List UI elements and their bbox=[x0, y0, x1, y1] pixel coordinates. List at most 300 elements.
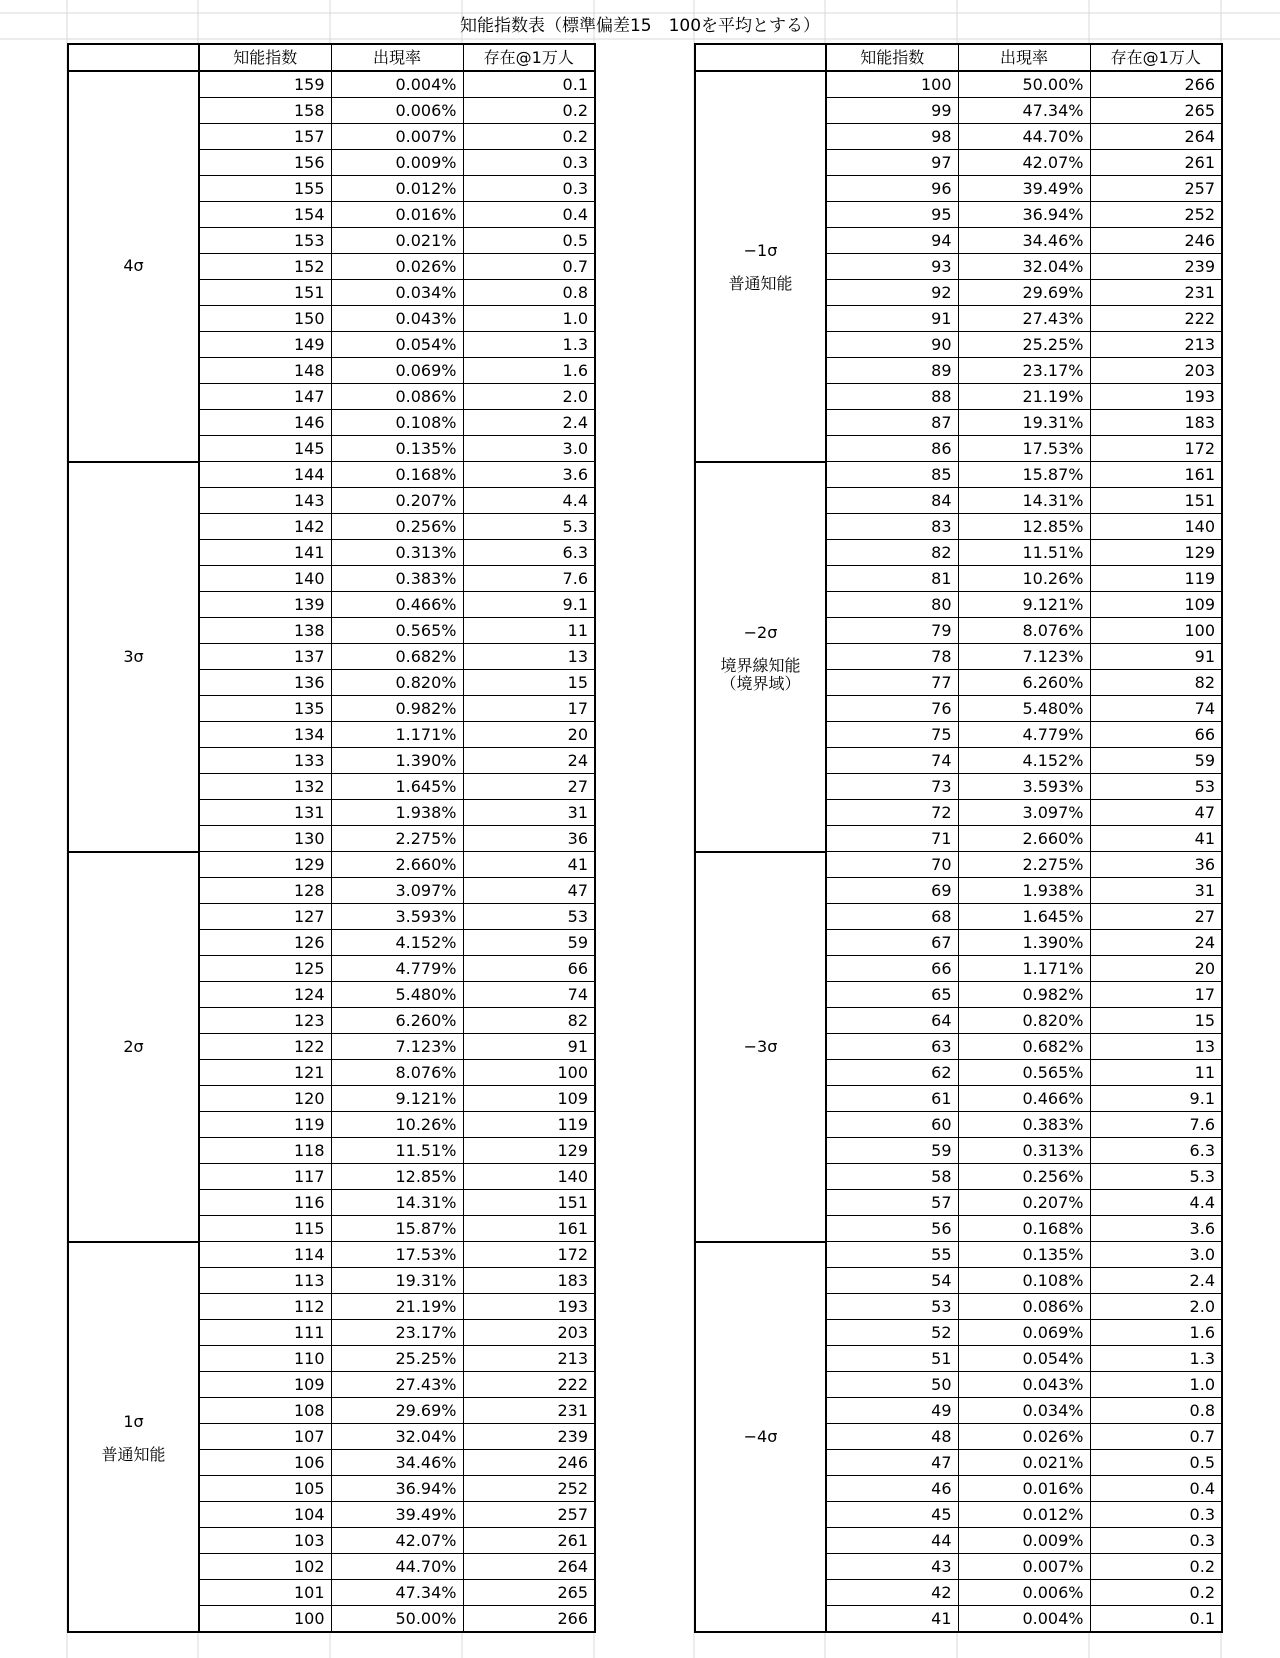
per-10000-cell: 0.3 bbox=[1090, 1528, 1222, 1554]
iq-cell: 64 bbox=[826, 1008, 958, 1034]
per-10000-cell: 20 bbox=[1090, 956, 1222, 982]
per-10000-cell: 82 bbox=[1090, 670, 1222, 696]
iq-cell: 120 bbox=[199, 1086, 331, 1112]
iq-cell: 104 bbox=[199, 1502, 331, 1528]
iq-cell: 92 bbox=[826, 280, 958, 306]
group-header-blank bbox=[695, 44, 826, 71]
sigma-label: 3σ bbox=[123, 646, 144, 666]
table-row bbox=[68, 1242, 595, 1268]
iq-cell: 102 bbox=[199, 1554, 331, 1580]
rate-cell: 34.46% bbox=[331, 1450, 463, 1476]
rate-cell: 0.982% bbox=[331, 696, 463, 722]
per-10000-cell: 3.6 bbox=[1090, 1216, 1222, 1242]
rate-cell: 32.04% bbox=[958, 254, 1090, 280]
iq-cell: 75 bbox=[826, 722, 958, 748]
rate-cell: 50.00% bbox=[331, 1606, 463, 1633]
header-row bbox=[68, 44, 595, 71]
iq-cell: 145 bbox=[199, 436, 331, 462]
iq-cell: 103 bbox=[199, 1528, 331, 1554]
per-10000-cell: 239 bbox=[1090, 254, 1222, 280]
rate-cell: 32.04% bbox=[331, 1424, 463, 1450]
iq-cell: 128 bbox=[199, 878, 331, 904]
per-10000-cell: 257 bbox=[1090, 176, 1222, 202]
iq-cell: 65 bbox=[826, 982, 958, 1008]
per-10000-cell: 1.3 bbox=[463, 332, 595, 358]
rate-cell: 36.94% bbox=[331, 1476, 463, 1502]
rate-cell: 0.313% bbox=[958, 1138, 1090, 1164]
iq-cell: 91 bbox=[826, 306, 958, 332]
iq-cell: 131 bbox=[199, 800, 331, 826]
iq-cell: 66 bbox=[826, 956, 958, 982]
rate-cell: 0.565% bbox=[331, 618, 463, 644]
rate-cell: 39.49% bbox=[331, 1502, 463, 1528]
iq-cell: 118 bbox=[199, 1138, 331, 1164]
per-10000-cell: 203 bbox=[1090, 358, 1222, 384]
rate-cell: 0.135% bbox=[331, 436, 463, 462]
per-10000-cell: 59 bbox=[1090, 748, 1222, 774]
iq-cell: 144 bbox=[199, 462, 331, 488]
rate-cell: 1.390% bbox=[331, 748, 463, 774]
per-10000-cell: 266 bbox=[463, 1606, 595, 1633]
iq-cell: 55 bbox=[826, 1242, 958, 1268]
rate-cell: 2.275% bbox=[331, 826, 463, 852]
rate-cell: 4.152% bbox=[958, 748, 1090, 774]
rate-cell: 0.021% bbox=[958, 1450, 1090, 1476]
iq-cell: 130 bbox=[199, 826, 331, 852]
per-10000-cell: 257 bbox=[463, 1502, 595, 1528]
rate-cell: 4.779% bbox=[958, 722, 1090, 748]
iq-cell: 126 bbox=[199, 930, 331, 956]
rate-cell: 2.660% bbox=[958, 826, 1090, 852]
per-10000-cell: 213 bbox=[463, 1346, 595, 1372]
rate-cell: 15.87% bbox=[331, 1216, 463, 1242]
rate-cell: 12.85% bbox=[958, 514, 1090, 540]
rate-cell: 0.256% bbox=[331, 514, 463, 540]
per-10000-cell: 7.6 bbox=[463, 566, 595, 592]
iq-cell: 46 bbox=[826, 1476, 958, 1502]
iq-cell: 149 bbox=[199, 332, 331, 358]
iq-cell: 123 bbox=[199, 1008, 331, 1034]
sigma-label: 4σ bbox=[123, 256, 144, 276]
rate-cell: 17.53% bbox=[331, 1242, 463, 1268]
per-10000-cell: 109 bbox=[1090, 592, 1222, 618]
per-10000-cell: 2.0 bbox=[1090, 1294, 1222, 1320]
per-10000-cell: 1.6 bbox=[1090, 1320, 1222, 1346]
per-10000-cell: 0.3 bbox=[463, 176, 595, 202]
iq-cell: 94 bbox=[826, 228, 958, 254]
rate-cell: 19.31% bbox=[331, 1268, 463, 1294]
sigma-sublabel: 境界線知能 （境界域） bbox=[720, 655, 801, 693]
header-per-10000: 存在@1万人 bbox=[1090, 44, 1222, 71]
per-10000-cell: 151 bbox=[1090, 488, 1222, 514]
iq-cell: 117 bbox=[199, 1164, 331, 1190]
rate-cell: 25.25% bbox=[331, 1346, 463, 1372]
per-10000-cell: 0.5 bbox=[463, 228, 595, 254]
iq-cell: 116 bbox=[199, 1190, 331, 1216]
per-10000-cell: 100 bbox=[1090, 618, 1222, 644]
iq-cell: 60 bbox=[826, 1112, 958, 1138]
rate-cell: 1.171% bbox=[958, 956, 1090, 982]
rate-cell: 17.53% bbox=[958, 436, 1090, 462]
iq-cell: 69 bbox=[826, 878, 958, 904]
rate-cell: 15.87% bbox=[958, 462, 1090, 488]
rate-cell: 6.260% bbox=[958, 670, 1090, 696]
iq-cell: 53 bbox=[826, 1294, 958, 1320]
per-10000-cell: 172 bbox=[1090, 436, 1222, 462]
rate-cell: 4.779% bbox=[331, 956, 463, 982]
iq-cell: 56 bbox=[826, 1216, 958, 1242]
per-10000-cell: 265 bbox=[463, 1580, 595, 1606]
rate-cell: 3.097% bbox=[331, 878, 463, 904]
per-10000-cell: 140 bbox=[463, 1164, 595, 1190]
per-10000-cell: 0.3 bbox=[1090, 1502, 1222, 1528]
per-10000-cell: 129 bbox=[1090, 540, 1222, 566]
iq-cell: 52 bbox=[826, 1320, 958, 1346]
per-10000-cell: 24 bbox=[1090, 930, 1222, 956]
rate-cell: 11.51% bbox=[958, 540, 1090, 566]
per-10000-cell: 2.4 bbox=[1090, 1268, 1222, 1294]
iq-cell: 132 bbox=[199, 774, 331, 800]
sigma-sublabel: 普通知能 bbox=[728, 274, 793, 294]
per-10000-cell: 36 bbox=[463, 826, 595, 852]
table-row bbox=[68, 852, 595, 878]
rate-cell: 0.012% bbox=[958, 1502, 1090, 1528]
per-10000-cell: 0.7 bbox=[1090, 1424, 1222, 1450]
rate-cell: 1.171% bbox=[331, 722, 463, 748]
per-10000-cell: 0.3 bbox=[463, 150, 595, 176]
iq-cell: 129 bbox=[199, 852, 331, 878]
sigma-group-label bbox=[695, 1242, 826, 1633]
rate-cell: 23.17% bbox=[958, 358, 1090, 384]
per-10000-cell: 222 bbox=[1090, 306, 1222, 332]
iq-cell: 100 bbox=[199, 1606, 331, 1633]
sigma-label: −3σ bbox=[743, 1036, 778, 1056]
per-10000-cell: 119 bbox=[463, 1112, 595, 1138]
rate-cell: 0.007% bbox=[958, 1554, 1090, 1580]
rate-cell: 7.123% bbox=[331, 1034, 463, 1060]
iq-cell: 99 bbox=[826, 98, 958, 124]
per-10000-cell: 151 bbox=[463, 1190, 595, 1216]
per-10000-cell: 183 bbox=[1090, 410, 1222, 436]
per-10000-cell: 91 bbox=[463, 1034, 595, 1060]
rate-cell: 23.17% bbox=[331, 1320, 463, 1346]
iq-cell: 107 bbox=[199, 1424, 331, 1450]
per-10000-cell: 264 bbox=[1090, 124, 1222, 150]
per-10000-cell: 3.0 bbox=[463, 436, 595, 462]
per-10000-cell: 100 bbox=[463, 1060, 595, 1086]
rate-cell: 27.43% bbox=[331, 1372, 463, 1398]
iq-cell: 111 bbox=[199, 1320, 331, 1346]
rate-cell: 25.25% bbox=[958, 332, 1090, 358]
rate-cell: 0.565% bbox=[958, 1060, 1090, 1086]
rate-cell: 34.46% bbox=[958, 228, 1090, 254]
iq-cell: 157 bbox=[199, 124, 331, 150]
rate-cell: 0.135% bbox=[958, 1242, 1090, 1268]
rate-cell: 1.938% bbox=[958, 878, 1090, 904]
per-10000-cell: 161 bbox=[463, 1216, 595, 1242]
per-10000-cell: 239 bbox=[463, 1424, 595, 1450]
iq-cell: 45 bbox=[826, 1502, 958, 1528]
rate-cell: 0.108% bbox=[331, 410, 463, 436]
rate-cell: 0.466% bbox=[331, 592, 463, 618]
rate-cell: 36.94% bbox=[958, 202, 1090, 228]
per-10000-cell: 6.3 bbox=[463, 540, 595, 566]
per-10000-cell: 246 bbox=[463, 1450, 595, 1476]
per-10000-cell: 252 bbox=[1090, 202, 1222, 228]
per-10000-cell: 53 bbox=[463, 904, 595, 930]
rate-cell: 44.70% bbox=[958, 124, 1090, 150]
rate-cell: 0.168% bbox=[331, 462, 463, 488]
iq-cell: 98 bbox=[826, 124, 958, 150]
iq-cell: 156 bbox=[199, 150, 331, 176]
rate-cell: 1.938% bbox=[331, 800, 463, 826]
rate-cell: 0.466% bbox=[958, 1086, 1090, 1112]
header-row bbox=[695, 44, 1222, 71]
iq-cell: 42 bbox=[826, 1580, 958, 1606]
per-10000-cell: 1.0 bbox=[1090, 1372, 1222, 1398]
rate-cell: 0.043% bbox=[958, 1372, 1090, 1398]
iq-table-lower bbox=[694, 43, 1223, 1633]
sigma-label: −4σ bbox=[743, 1426, 778, 1446]
iq-cell: 142 bbox=[199, 514, 331, 540]
iq-cell: 57 bbox=[826, 1190, 958, 1216]
rate-cell: 8.076% bbox=[331, 1060, 463, 1086]
sigma-group-label bbox=[68, 852, 199, 1242]
per-10000-cell: 17 bbox=[463, 696, 595, 722]
sigma-group-label bbox=[695, 852, 826, 1242]
iq-cell: 112 bbox=[199, 1294, 331, 1320]
per-10000-cell: 9.1 bbox=[463, 592, 595, 618]
header-rate: 出現率 bbox=[331, 44, 463, 71]
iq-cell: 110 bbox=[199, 1346, 331, 1372]
iq-cell: 141 bbox=[199, 540, 331, 566]
iq-cell: 134 bbox=[199, 722, 331, 748]
per-10000-cell: 27 bbox=[463, 774, 595, 800]
per-10000-cell: 213 bbox=[1090, 332, 1222, 358]
per-10000-cell: 13 bbox=[1090, 1034, 1222, 1060]
iq-cell: 114 bbox=[199, 1242, 331, 1268]
rate-cell: 0.006% bbox=[958, 1580, 1090, 1606]
per-10000-cell: 261 bbox=[463, 1528, 595, 1554]
rate-cell: 0.007% bbox=[331, 124, 463, 150]
iq-cell: 86 bbox=[826, 436, 958, 462]
iq-cell: 106 bbox=[199, 1450, 331, 1476]
iq-cell: 58 bbox=[826, 1164, 958, 1190]
per-10000-cell: 1.0 bbox=[463, 306, 595, 332]
rate-cell: 0.054% bbox=[958, 1346, 1090, 1372]
iq-cell: 62 bbox=[826, 1060, 958, 1086]
rate-cell: 9.121% bbox=[331, 1086, 463, 1112]
sigma-label: 1σ bbox=[123, 1411, 144, 1431]
iq-cell: 151 bbox=[199, 280, 331, 306]
per-10000-cell: 20 bbox=[463, 722, 595, 748]
per-10000-cell: 11 bbox=[463, 618, 595, 644]
iq-cell: 44 bbox=[826, 1528, 958, 1554]
per-10000-cell: 66 bbox=[463, 956, 595, 982]
per-10000-cell: 252 bbox=[463, 1476, 595, 1502]
iq-cell: 109 bbox=[199, 1372, 331, 1398]
rate-cell: 0.043% bbox=[331, 306, 463, 332]
rate-cell: 0.069% bbox=[331, 358, 463, 384]
rate-cell: 4.152% bbox=[331, 930, 463, 956]
rate-cell: 0.006% bbox=[331, 98, 463, 124]
rate-cell: 0.820% bbox=[958, 1008, 1090, 1034]
page-title: 知能指数表（標準偏差15 100を平均とする） bbox=[459, 16, 821, 36]
per-10000-cell: 0.7 bbox=[463, 254, 595, 280]
iq-cell: 138 bbox=[199, 618, 331, 644]
rate-cell: 10.26% bbox=[331, 1112, 463, 1138]
per-10000-cell: 82 bbox=[463, 1008, 595, 1034]
iq-cell: 89 bbox=[826, 358, 958, 384]
iq-cell: 48 bbox=[826, 1424, 958, 1450]
iq-cell: 137 bbox=[199, 644, 331, 670]
rate-cell: 50.00% bbox=[958, 71, 1090, 98]
per-10000-cell: 17 bbox=[1090, 982, 1222, 1008]
rate-cell: 0.086% bbox=[331, 384, 463, 410]
iq-cell: 152 bbox=[199, 254, 331, 280]
per-10000-cell: 59 bbox=[463, 930, 595, 956]
header-rate: 出現率 bbox=[958, 44, 1090, 71]
per-10000-cell: 129 bbox=[463, 1138, 595, 1164]
rate-cell: 0.383% bbox=[958, 1112, 1090, 1138]
per-10000-cell: 24 bbox=[463, 748, 595, 774]
iq-cell: 115 bbox=[199, 1216, 331, 1242]
per-10000-cell: 265 bbox=[1090, 98, 1222, 124]
per-10000-cell: 5.3 bbox=[463, 514, 595, 540]
per-10000-cell: 91 bbox=[1090, 644, 1222, 670]
iq-cell: 158 bbox=[199, 98, 331, 124]
per-10000-cell: 2.0 bbox=[463, 384, 595, 410]
rate-cell: 5.480% bbox=[958, 696, 1090, 722]
rate-cell: 0.207% bbox=[958, 1190, 1090, 1216]
rate-cell: 14.31% bbox=[958, 488, 1090, 514]
per-10000-cell: 246 bbox=[1090, 228, 1222, 254]
per-10000-cell: 1.3 bbox=[1090, 1346, 1222, 1372]
per-10000-cell: 0.4 bbox=[1090, 1476, 1222, 1502]
rate-cell: 21.19% bbox=[331, 1294, 463, 1320]
iq-cell: 136 bbox=[199, 670, 331, 696]
per-10000-cell: 119 bbox=[1090, 566, 1222, 592]
iq-table-upper bbox=[67, 43, 596, 1633]
iq-cell: 119 bbox=[199, 1112, 331, 1138]
per-10000-cell: 31 bbox=[1090, 878, 1222, 904]
rate-cell: 42.07% bbox=[331, 1528, 463, 1554]
sigma-group-label bbox=[695, 462, 826, 852]
rate-cell: 9.121% bbox=[958, 592, 1090, 618]
per-10000-cell: 15 bbox=[463, 670, 595, 696]
per-10000-cell: 47 bbox=[463, 878, 595, 904]
iq-cell: 74 bbox=[826, 748, 958, 774]
rate-cell: 0.009% bbox=[958, 1528, 1090, 1554]
iq-cell: 90 bbox=[826, 332, 958, 358]
rate-cell: 0.012% bbox=[331, 176, 463, 202]
per-10000-cell: 7.6 bbox=[1090, 1112, 1222, 1138]
per-10000-cell: 13 bbox=[463, 644, 595, 670]
per-10000-cell: 0.2 bbox=[1090, 1554, 1222, 1580]
rate-cell: 42.07% bbox=[958, 150, 1090, 176]
iq-cell: 108 bbox=[199, 1398, 331, 1424]
per-10000-cell: 0.8 bbox=[1090, 1398, 1222, 1424]
iq-cell: 47 bbox=[826, 1450, 958, 1476]
rate-cell: 44.70% bbox=[331, 1554, 463, 1580]
iq-cell: 50 bbox=[826, 1372, 958, 1398]
iq-cell: 76 bbox=[826, 696, 958, 722]
per-10000-cell: 66 bbox=[1090, 722, 1222, 748]
header-per-10000: 存在@1万人 bbox=[463, 44, 595, 71]
iq-cell: 113 bbox=[199, 1268, 331, 1294]
iq-cell: 84 bbox=[826, 488, 958, 514]
iq-cell: 82 bbox=[826, 540, 958, 566]
table-row bbox=[695, 1242, 1222, 1268]
header-iq: 知能指数 bbox=[199, 44, 331, 71]
rate-cell: 27.43% bbox=[958, 306, 1090, 332]
rate-cell: 47.34% bbox=[958, 98, 1090, 124]
iq-cell: 41 bbox=[826, 1606, 958, 1633]
iq-cell: 146 bbox=[199, 410, 331, 436]
per-10000-cell: 9.1 bbox=[1090, 1086, 1222, 1112]
rate-cell: 3.593% bbox=[958, 774, 1090, 800]
rate-cell: 0.054% bbox=[331, 332, 463, 358]
sigma-label: −2σ bbox=[743, 622, 778, 642]
iq-cell: 122 bbox=[199, 1034, 331, 1060]
rate-cell: 0.982% bbox=[958, 982, 1090, 1008]
per-10000-cell: 183 bbox=[463, 1268, 595, 1294]
rate-cell: 39.49% bbox=[958, 176, 1090, 202]
sigma-group-label bbox=[695, 71, 826, 462]
rate-cell: 0.004% bbox=[958, 1606, 1090, 1633]
iq-cell: 97 bbox=[826, 150, 958, 176]
per-10000-cell: 222 bbox=[463, 1372, 595, 1398]
sigma-label: 2σ bbox=[123, 1036, 144, 1056]
rate-cell: 0.108% bbox=[958, 1268, 1090, 1294]
iq-cell: 153 bbox=[199, 228, 331, 254]
rate-cell: 0.034% bbox=[331, 280, 463, 306]
per-10000-cell: 74 bbox=[1090, 696, 1222, 722]
rate-cell: 0.820% bbox=[331, 670, 463, 696]
per-10000-cell: 193 bbox=[463, 1294, 595, 1320]
iq-cell: 81 bbox=[826, 566, 958, 592]
per-10000-cell: 53 bbox=[1090, 774, 1222, 800]
per-10000-cell: 41 bbox=[463, 852, 595, 878]
per-10000-cell: 0.5 bbox=[1090, 1450, 1222, 1476]
iq-cell: 87 bbox=[826, 410, 958, 436]
rate-cell: 0.256% bbox=[958, 1164, 1090, 1190]
rate-cell: 0.009% bbox=[331, 150, 463, 176]
rate-cell: 5.480% bbox=[331, 982, 463, 1008]
rate-cell: 0.004% bbox=[331, 71, 463, 98]
per-10000-cell: 193 bbox=[1090, 384, 1222, 410]
iq-cell: 159 bbox=[199, 71, 331, 98]
per-10000-cell: 0.2 bbox=[463, 98, 595, 124]
iq-cell: 105 bbox=[199, 1476, 331, 1502]
iq-cell: 155 bbox=[199, 176, 331, 202]
sigma-label: −1σ bbox=[743, 241, 778, 261]
sigma-group-label bbox=[68, 1242, 199, 1633]
per-10000-cell: 109 bbox=[463, 1086, 595, 1112]
per-10000-cell: 0.1 bbox=[1090, 1606, 1222, 1633]
iq-cell: 43 bbox=[826, 1554, 958, 1580]
rate-cell: 14.31% bbox=[331, 1190, 463, 1216]
iq-cell: 88 bbox=[826, 384, 958, 410]
rate-cell: 1.390% bbox=[958, 930, 1090, 956]
header-iq: 知能指数 bbox=[826, 44, 958, 71]
sigma-group-label bbox=[68, 71, 199, 462]
iq-cell: 135 bbox=[199, 696, 331, 722]
per-10000-cell: 0.4 bbox=[463, 202, 595, 228]
rate-cell: 7.123% bbox=[958, 644, 1090, 670]
per-10000-cell: 161 bbox=[1090, 462, 1222, 488]
rate-cell: 0.026% bbox=[331, 254, 463, 280]
